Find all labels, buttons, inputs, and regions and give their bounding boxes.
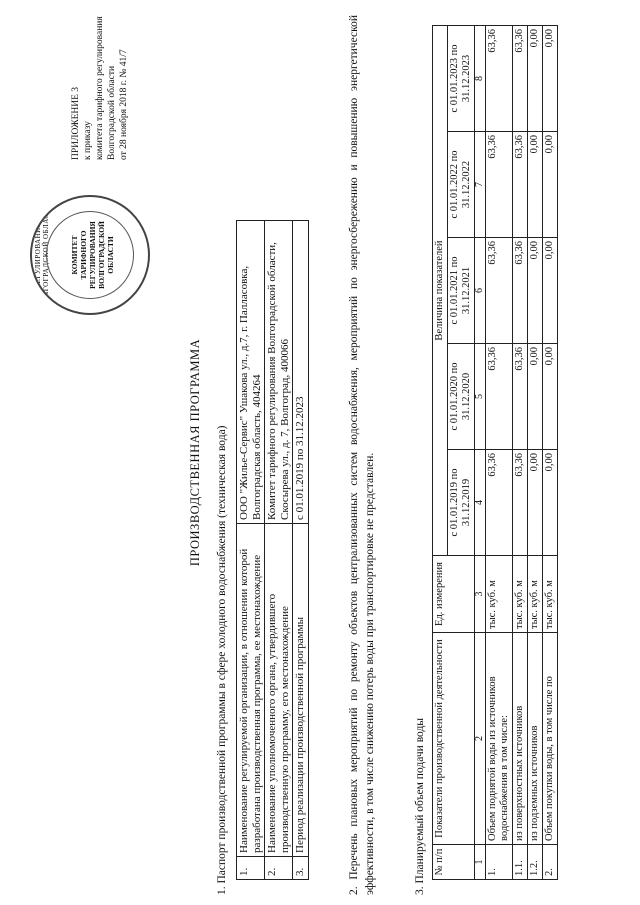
- header-values-group: Величина показателей: [433, 26, 448, 556]
- passport-table: [236, 220, 309, 880]
- table-row: [293, 221, 309, 880]
- table-header-row: [433, 26, 448, 880]
- row-value: Комитет тарифного регулирования Волгоградской области, Скосырева ул., д. 7, Волгоград, 400066: [265, 221, 293, 524]
- header-period: с 01.01.2022 по 31.12.2022: [448, 132, 475, 238]
- table-row: [543, 26, 558, 880]
- column-number-row: [475, 26, 486, 880]
- section-2-paragraph: 2. Перечень плановых мероприятий по ремонту объектов централизованных систем водоснабжения, мероприятий по энергосбережению и повышению энергетической эффективности, в том числе снижению потерь воды при транспортировке не представлен.: [348, 15, 376, 895]
- section-1-heading: 1. Паспорт производственной программы в сфере холодного водоснабжения (техническая вода): [216, 425, 228, 895]
- cell-unit: тыс. куб. м: [543, 556, 558, 633]
- section-3-heading: 3. Планируемый объем подачи воды: [414, 717, 426, 895]
- cell-name: из поверхностных источников: [513, 633, 528, 845]
- cell-num: 1.2.: [528, 845, 543, 880]
- header-indicator: Показатели производственной деятельности: [433, 633, 475, 845]
- cell-name: из подземных источников: [528, 633, 543, 845]
- cell-value: 0,00: [543, 26, 558, 132]
- cell-num: 1.: [486, 845, 513, 880]
- cell-value: 0,00: [528, 450, 543, 556]
- appendix-line: к приказу: [83, 121, 93, 160]
- cell-value: 0,00: [543, 450, 558, 556]
- header-period: с 01.01.2019 по 31.12.2019: [448, 450, 475, 556]
- column-number: 1: [475, 845, 486, 880]
- cell-value: 0,00: [543, 344, 558, 450]
- cell-value: 0,00: [543, 132, 558, 238]
- table-row: [486, 26, 513, 880]
- water-supply-table: [432, 25, 558, 880]
- cell-value: 0,00: [528, 132, 543, 238]
- row-value: с 01.01.2019 по 31.12.2023: [293, 221, 309, 524]
- appendix-line: ПРИЛОЖЕНИЕ 3: [71, 86, 81, 160]
- cell-value: 0,00: [543, 238, 558, 344]
- seal-ring-text: РЕГУЛИРОВАНИЯ ВОЛГОГРАДСКОЙ ОБЛАСТИ: [34, 203, 50, 307]
- cell-value: 0,00: [528, 238, 543, 344]
- cell-unit: тыс. куб. м: [528, 556, 543, 633]
- row-number: 3.: [293, 857, 309, 880]
- official-seal: [30, 195, 150, 315]
- cell-num: 2.: [543, 845, 558, 880]
- column-number: 6: [475, 238, 486, 344]
- column-number: 4: [475, 450, 486, 556]
- cell-value: 63,36: [486, 238, 513, 344]
- cell-value: 63,36: [486, 450, 513, 556]
- header-num: № п/п: [433, 845, 475, 880]
- cell-value: 63,36: [486, 132, 513, 238]
- column-number: 2: [475, 633, 486, 845]
- table-row: [513, 26, 528, 880]
- column-number: 3: [475, 556, 486, 633]
- cell-value: 63,36: [486, 26, 513, 132]
- seal-center-text: КОМИТЕТ ТАРИФНОГО РЕГУЛИРОВАНИЯ ВОЛГОГРАДСКОЙ ОБЛАСТИ: [70, 221, 115, 289]
- cell-value: 63,36: [513, 238, 528, 344]
- row-label: Период реализации производственной программы: [293, 524, 309, 857]
- header-period: с 01.01.2021 по 31.12.2021: [448, 238, 475, 344]
- cell-name: Объем покупки воды, в том числе по: [543, 633, 558, 845]
- cell-value: 63,36: [513, 26, 528, 132]
- appendix-line: комитета тарифного регулирования: [95, 16, 105, 160]
- cell-unit: тыс. куб. м: [513, 556, 528, 633]
- table-row: [237, 221, 265, 880]
- row-number: 1.: [237, 857, 265, 880]
- appendix-line: от 28 ноября 2018 г. № 41/7: [119, 49, 129, 160]
- cell-value: 63,36: [513, 450, 528, 556]
- table-row: [528, 26, 543, 880]
- row-number: 2.: [265, 857, 293, 880]
- header-period: с 01.01.2023 по 31.12.2023: [448, 26, 475, 132]
- document-title: ПРОИЗВОДСТВЕННАЯ ПРОГРАММА: [188, 338, 202, 567]
- table-row: [265, 221, 293, 880]
- cell-value: 0,00: [528, 26, 543, 132]
- cell-num: 1.1.: [513, 845, 528, 880]
- cell-unit: тыс. куб. м: [486, 556, 513, 633]
- cell-value: 63,36: [486, 344, 513, 450]
- row-label: Наименование регулируемой организации, в отношении которой разработана производственная программа, ее местонахождение: [237, 524, 265, 857]
- cell-value: 63,36: [513, 344, 528, 450]
- column-number: 7: [475, 132, 486, 238]
- column-number: 8: [475, 26, 486, 132]
- appendix-line: Волгоградской области: [107, 65, 117, 160]
- header-unit: Ед. измерения: [433, 556, 475, 633]
- cell-name: Объем поднятой воды из источников водоснабжения в том числе:: [486, 633, 513, 845]
- column-number: 5: [475, 344, 486, 450]
- appendix-header: [70, 0, 130, 160]
- cell-value: 63,36: [513, 132, 528, 238]
- cell-value: 0,00: [528, 344, 543, 450]
- row-label: Наименование уполномоченного органа, утвердившего производственную программу, его местонахождение: [265, 524, 293, 857]
- header-period: с 01.01.2020 по 31.12.2020: [448, 344, 475, 450]
- row-value: ООО "Жилье-Сервис" Ушакова ул., д.7, г. Палласовка, Волгоградская область, 404264: [237, 221, 265, 524]
